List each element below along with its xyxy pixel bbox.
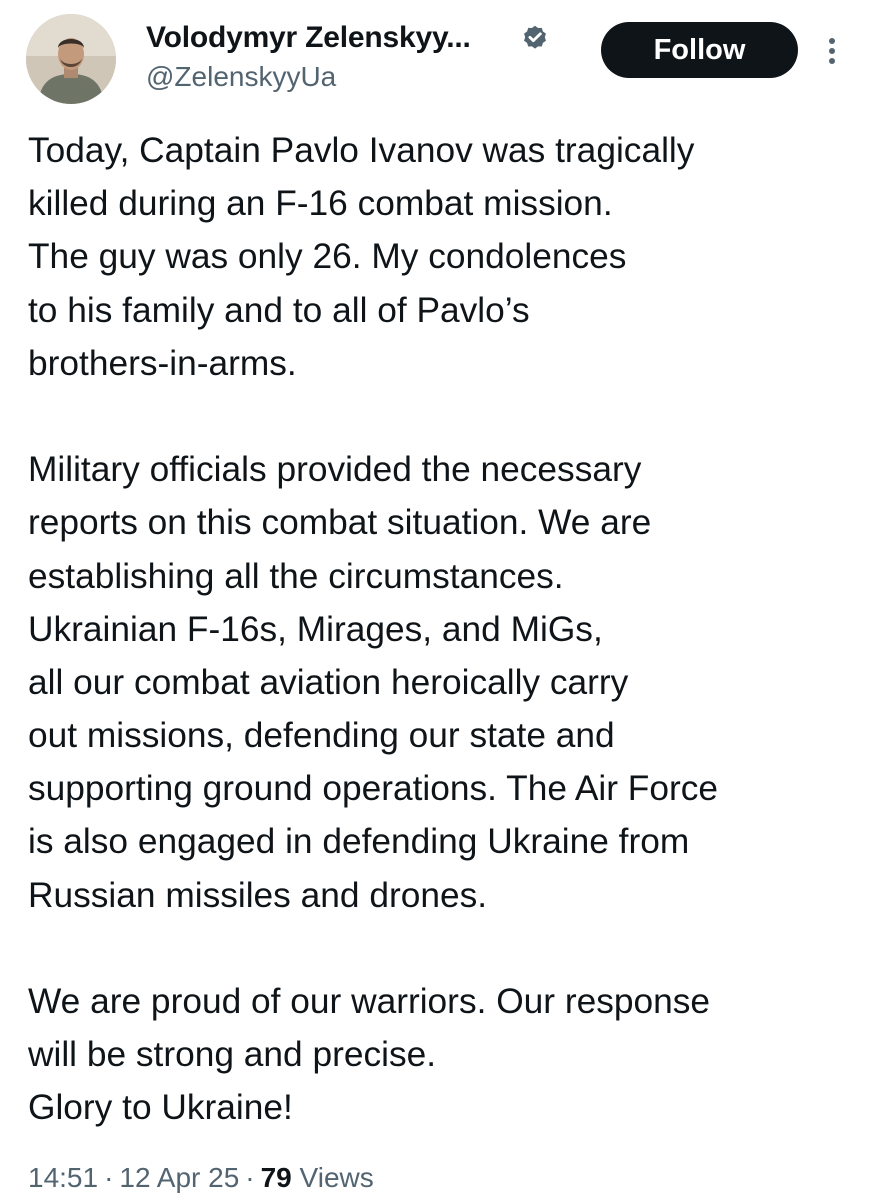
tweet-meta [28, 1160, 374, 1196]
tweet-text [28, 124, 868, 1135]
tweet-line: Today, Captain Pavlo Ivanov was tragically [28, 131, 695, 170]
tweet-line: will be strong and precise. [28, 1035, 437, 1075]
tweet-line: reports on this combat situation. We are [28, 503, 652, 543]
views-label[interactable]: Views [299, 1162, 374, 1193]
post-date[interactable]: 12 Apr 25 [119, 1162, 240, 1193]
author-avatar[interactable] [26, 14, 116, 104]
tweet-line: establishing all the circumstances. [28, 556, 564, 596]
tweet-line: Military officials provided the necessary [28, 450, 642, 490]
views-count[interactable]: 79 [260, 1162, 292, 1193]
paragraph-spacer [28, 922, 868, 975]
tweet-line: to his family and to all of Pavlo’s [28, 290, 530, 330]
tweet-line: out missions, defending our state and [28, 716, 615, 756]
meta-separator: · [245, 1162, 255, 1193]
meta-separator: · [104, 1162, 114, 1193]
tweet-line: We are proud of our warriors. Our response [28, 982, 711, 1021]
tweet-line: is also engaged in defending Ukraine from [28, 822, 690, 862]
tweet-line: killed during an F-16 combat mission. [28, 184, 613, 224]
post-time[interactable]: 14:51 [28, 1162, 99, 1193]
author-handle[interactable]: @ZelenskyyUa [146, 61, 337, 92]
tweet-line: Ukrainian F-16s, Mirages, and MiGs, [28, 609, 603, 649]
tweet-line: supporting ground operations. The Air Force [28, 769, 719, 809]
author-display-name[interactable]: Volodymyr Zelenskyy... [146, 21, 471, 54]
paragraph-spacer [28, 390, 868, 443]
tweet-line: The guy was only 26. My condolences [28, 237, 627, 277]
tweet-line: brothers-in-arms. [28, 343, 297, 383]
follow-button[interactable]: Follow [601, 22, 798, 78]
avatar-photo [26, 14, 116, 104]
tweet-line: all our combat aviation heroically carry [28, 662, 629, 702]
tweet-line: Glory to Ukraine! [28, 1088, 293, 1128]
more-vertical-icon[interactable] [818, 34, 846, 68]
tweet-line: Russian missiles and drones. [28, 875, 488, 915]
verified-badge-icon [521, 24, 549, 52]
